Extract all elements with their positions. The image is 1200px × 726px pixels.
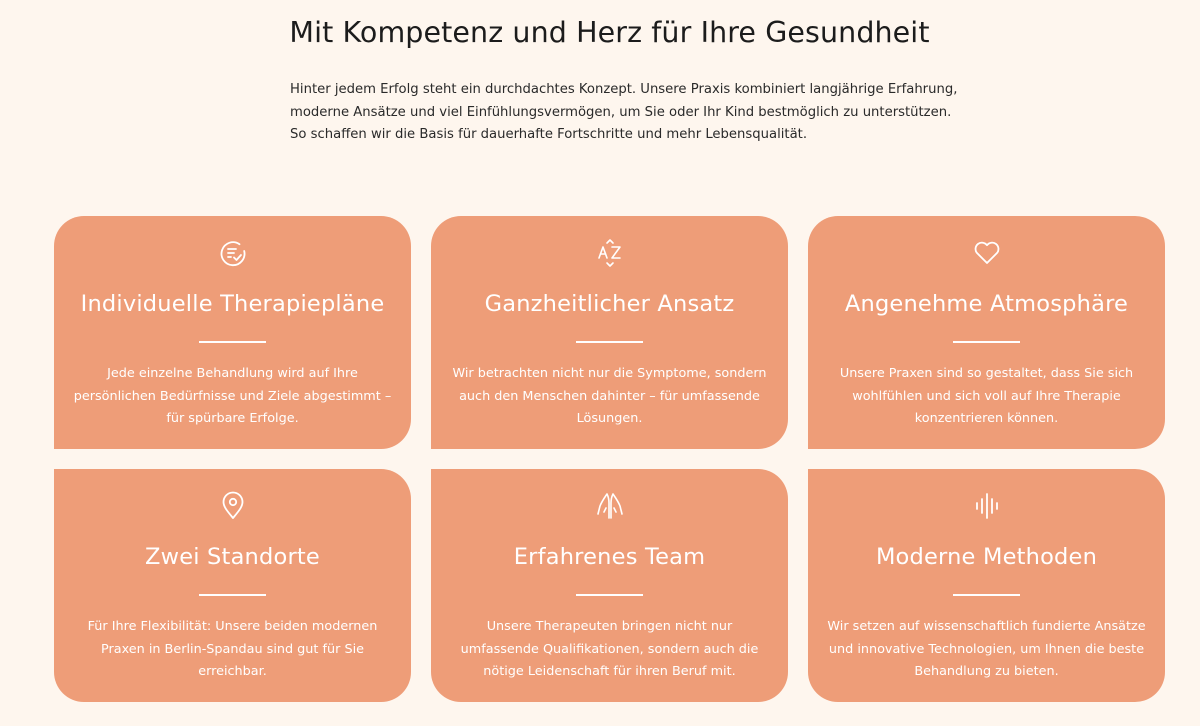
card-title: Ganzheitlicher Ansatz: [484, 291, 735, 317]
feature-card-angenehme-atmosphaere: [808, 216, 1165, 449]
card-text-line: Behandlung zu bieten.: [914, 664, 1059, 679]
card-text-line: nötige Leidenschaft für ihren Beruf mit.: [483, 664, 736, 679]
page-title: Mit Kompetenz und Herz für Ihre Gesundheit: [289, 16, 930, 49]
card-divider: [199, 594, 266, 596]
card-text-line: Unsere Therapeuten bringen nicht nur: [486, 619, 733, 634]
intro-line: Hinter jedem Erfolg steht ein durchdachtes Konzept. Unsere Praxis kombiniert langjährige Erfahrung,: [290, 82, 958, 97]
card-text-line: Lösungen.: [576, 411, 643, 426]
card-text-line: Für Ihre Flexibilität: Unsere beiden modernen: [87, 619, 378, 634]
card-text-line: Unsere Praxen sind so gestaltet, dass Sie sich: [839, 366, 1134, 381]
location-pin-icon: [54, 491, 411, 521]
card-description: [808, 616, 1165, 684]
feature-card-erfahrenes-team: [431, 469, 788, 702]
card-title: Moderne Methoden: [875, 544, 1098, 570]
feature-card-ganzheitlicher-ansatz: [431, 216, 788, 449]
card-title: Zwei Standorte: [145, 544, 320, 570]
card-divider: [576, 594, 643, 596]
card-text-line: persönlichen Bedürfnisse und Ziele abgestimmt –: [73, 388, 392, 404]
card-text-line: wohlfühlen und sich voll auf Ihre Therapie: [852, 388, 1121, 404]
card-description: [431, 616, 788, 684]
heart-icon: [808, 238, 1165, 268]
card-text-line: konzentrieren können.: [914, 411, 1059, 426]
card-description: [808, 363, 1165, 431]
card-text-line: erreichbar.: [198, 664, 267, 679]
card-text-line: Wir setzen auf wissenschaftlich fundierte Ansätze: [827, 619, 1146, 634]
card-title: Individuelle Therapiepläne: [80, 291, 385, 317]
sound-wave-icon: [808, 491, 1165, 521]
praying-hands-icon: [431, 491, 788, 521]
card-title: Angenehme Atmosphäre: [844, 291, 1129, 317]
card-divider: [199, 341, 266, 343]
card-divider: [953, 594, 1020, 596]
card-text-line: Jede einzelne Behandlung wird auf Ihre: [107, 366, 358, 381]
card-description: [431, 363, 788, 431]
card-text-line: auch den Menschen dahinter – für umfassende: [459, 388, 760, 404]
card-divider: [576, 341, 643, 343]
card-description: [54, 616, 411, 684]
card-description: [54, 363, 411, 431]
feature-card-individuelle-therapieplaene: [54, 216, 411, 449]
card-text-line: umfassende Qualifikationen, sondern auch die: [460, 641, 759, 657]
feature-card-moderne-methoden: [808, 469, 1165, 702]
card-divider: [953, 341, 1020, 343]
checklist-icon: [54, 238, 411, 268]
card-text-line: für spürbare Erfolge.: [166, 411, 299, 426]
intro-line: moderne Ansätze und viel Einfühlungsvermögen, um Sie oder Ihr Kind bestmöglich zu unterstützen.: [290, 104, 952, 120]
intro-paragraph: [290, 79, 958, 147]
feature-card-zwei-standorte: [54, 469, 411, 702]
card-title: Erfahrenes Team: [513, 544, 706, 570]
card-text-line: und innovative Technologien, um Ihnen die beste: [828, 641, 1145, 657]
card-text-line: Wir betrachten nicht nur die Symptome, sondern: [452, 366, 767, 381]
a-z-icon: [431, 238, 788, 268]
card-text-line: Praxen in Berlin-Spandau sind gut für Sie: [101, 641, 364, 657]
intro-line: So schaffen wir die Basis für dauerhafte Fortschritte und mehr Lebensqualität.: [290, 127, 808, 142]
